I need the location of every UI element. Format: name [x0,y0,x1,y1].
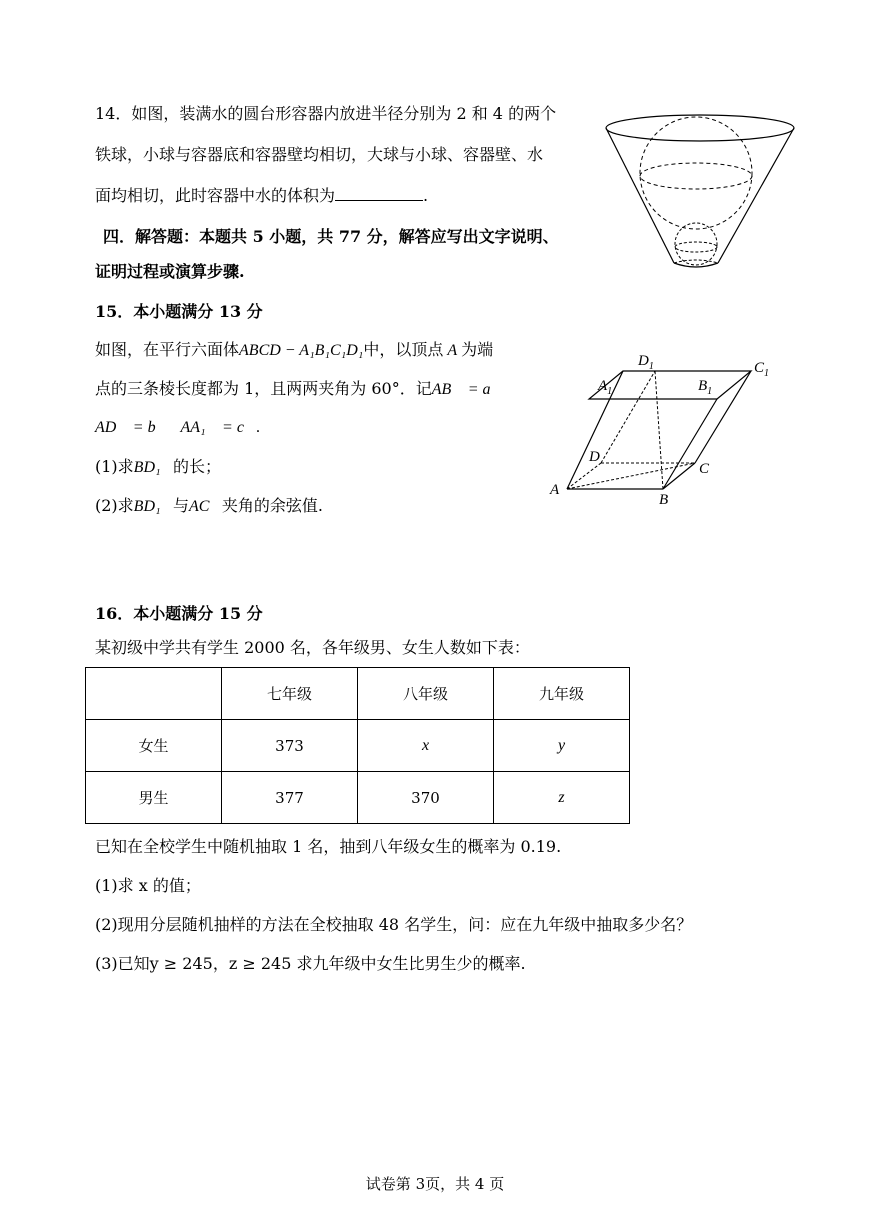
label-A1: $A_1$ [598,378,613,397]
q14-line-3-text: 面均相切，此时容器中水的体积为 [95,186,336,205]
q16-part-1: (1)求 x 的值； [95,876,201,895]
q15-part-1-text: (1)求 [95,457,134,476]
table-header-cell [86,668,222,720]
q14-line-1: 14．如图，装满水的圆台形容器内放进半径分别为 2 和 4 的两个 [95,104,557,123]
section4-line-1: 四．解答题：本题共 5 小题，共 77 分，解答应写出文字说明、 [103,227,559,246]
table-cell: 370 [358,772,494,824]
label-B1: $B_1$ [698,378,713,397]
q15-line-1-vertex: A [447,342,458,359]
label-A: A [550,482,560,498]
table-cell: 377 [222,772,358,824]
table-header-cell: 九年级 [494,668,630,720]
q15-part-2-end: 夹角的余弦值. [221,496,324,515]
q15-part-1 [95,457,221,478]
table-header-cell: 七年级 [222,668,358,720]
table-cell: 男生 [86,772,222,824]
q14-line-2: 铁球，小球与容器底和容器壁均相切，大球与小球、容器壁、水 [95,145,544,164]
q16-given: 已知在全校学生中随机抽取 1 名，抽到八年级女生的概率为 0.19. [95,837,562,856]
q15-line-1-text-a: 如图，在平行六面体 [95,340,240,359]
table-header-row [86,668,630,720]
small-sphere-equator [675,242,717,252]
frustum-right-side [718,128,794,263]
q16-heading: 16．本小题满分 15 分 [95,604,263,623]
q16-intro: 某初级中学共有学生 2000 名，各年级男、女生人数如下表： [95,638,530,657]
q14-line-3 [95,186,428,206]
edge-D-D1 [601,371,655,463]
label-D: D [589,449,600,465]
page-footer: 试卷第 3页，共 4 页 [365,1175,505,1193]
diagonal-A-C [567,463,695,489]
q15-part-2-mid: 与 [173,496,190,515]
table-row [86,772,630,824]
q15-line-2-math: AB⃗ = a⃗， [431,381,516,398]
q15-part-2-text: (2)求 [95,496,134,515]
q15-part-1-end: 的长； [173,457,222,476]
q15-part-2-math-1: BD₁⃗ [133,498,174,515]
label-C1: $C_1$ [754,360,770,379]
label-D1: $D_1$ [638,353,654,372]
edge-B-C [663,463,695,489]
q15-part-1-math: BD₁⃗ [133,459,174,476]
q15-line-3: AD⃗ = b⃗，AA₁⃗ = c⃗. [95,419,261,436]
grade-gender-table [85,667,630,824]
table-cell: x [358,720,494,772]
table-row [86,720,630,772]
q15-line-1 [95,340,493,361]
frustum-bottom-back [674,260,718,263]
large-sphere [640,117,752,229]
large-sphere-equator [640,163,752,189]
answer-blank [335,186,423,201]
q15-line-2 [95,379,515,400]
q15-line-1-math: ABCD − A₁B₁C₁D₁ [239,342,364,359]
frustum-figure [600,100,800,275]
q15-heading: 15．本小题满分 13 分 [95,302,263,321]
table-header-cell: 八年级 [358,668,494,720]
q15-line-2-text: 点的三条棱长度都为 1，且两两夹角为 60°．记 [95,379,432,398]
q16-part-3: (3)已知y ≥ 245，z ≥ 245 求九年级中女生比男生少的概率. [95,954,526,973]
q15-part-2-math-2: AC⃗ [189,498,222,515]
table-cell: 女生 [86,720,222,772]
edge-A-A1 [567,371,623,489]
parallelepiped-figure [545,345,785,505]
frustum-top-rim [606,115,794,141]
label-B: B [659,492,669,505]
table-cell: z [494,772,630,824]
table-cell: 373 [222,720,358,772]
section4-line-2: 证明过程或演算步骤. [95,262,245,281]
q15-line-1-text-b: 中，以顶点 [363,340,444,359]
top-face [589,371,751,399]
q15-line-1-text-c: 为端 [461,340,494,359]
q15-part-2 [95,496,323,517]
frustum-left-side [606,128,674,263]
q16-part-2: (2)现用分层随机抽样的方法在全校抽取 48 名学生，问：应在九年级中抽取多少名？ [95,915,693,934]
table-cell: y [494,720,630,772]
label-C: C [699,461,710,477]
q14-line-3-end: . [423,186,429,205]
